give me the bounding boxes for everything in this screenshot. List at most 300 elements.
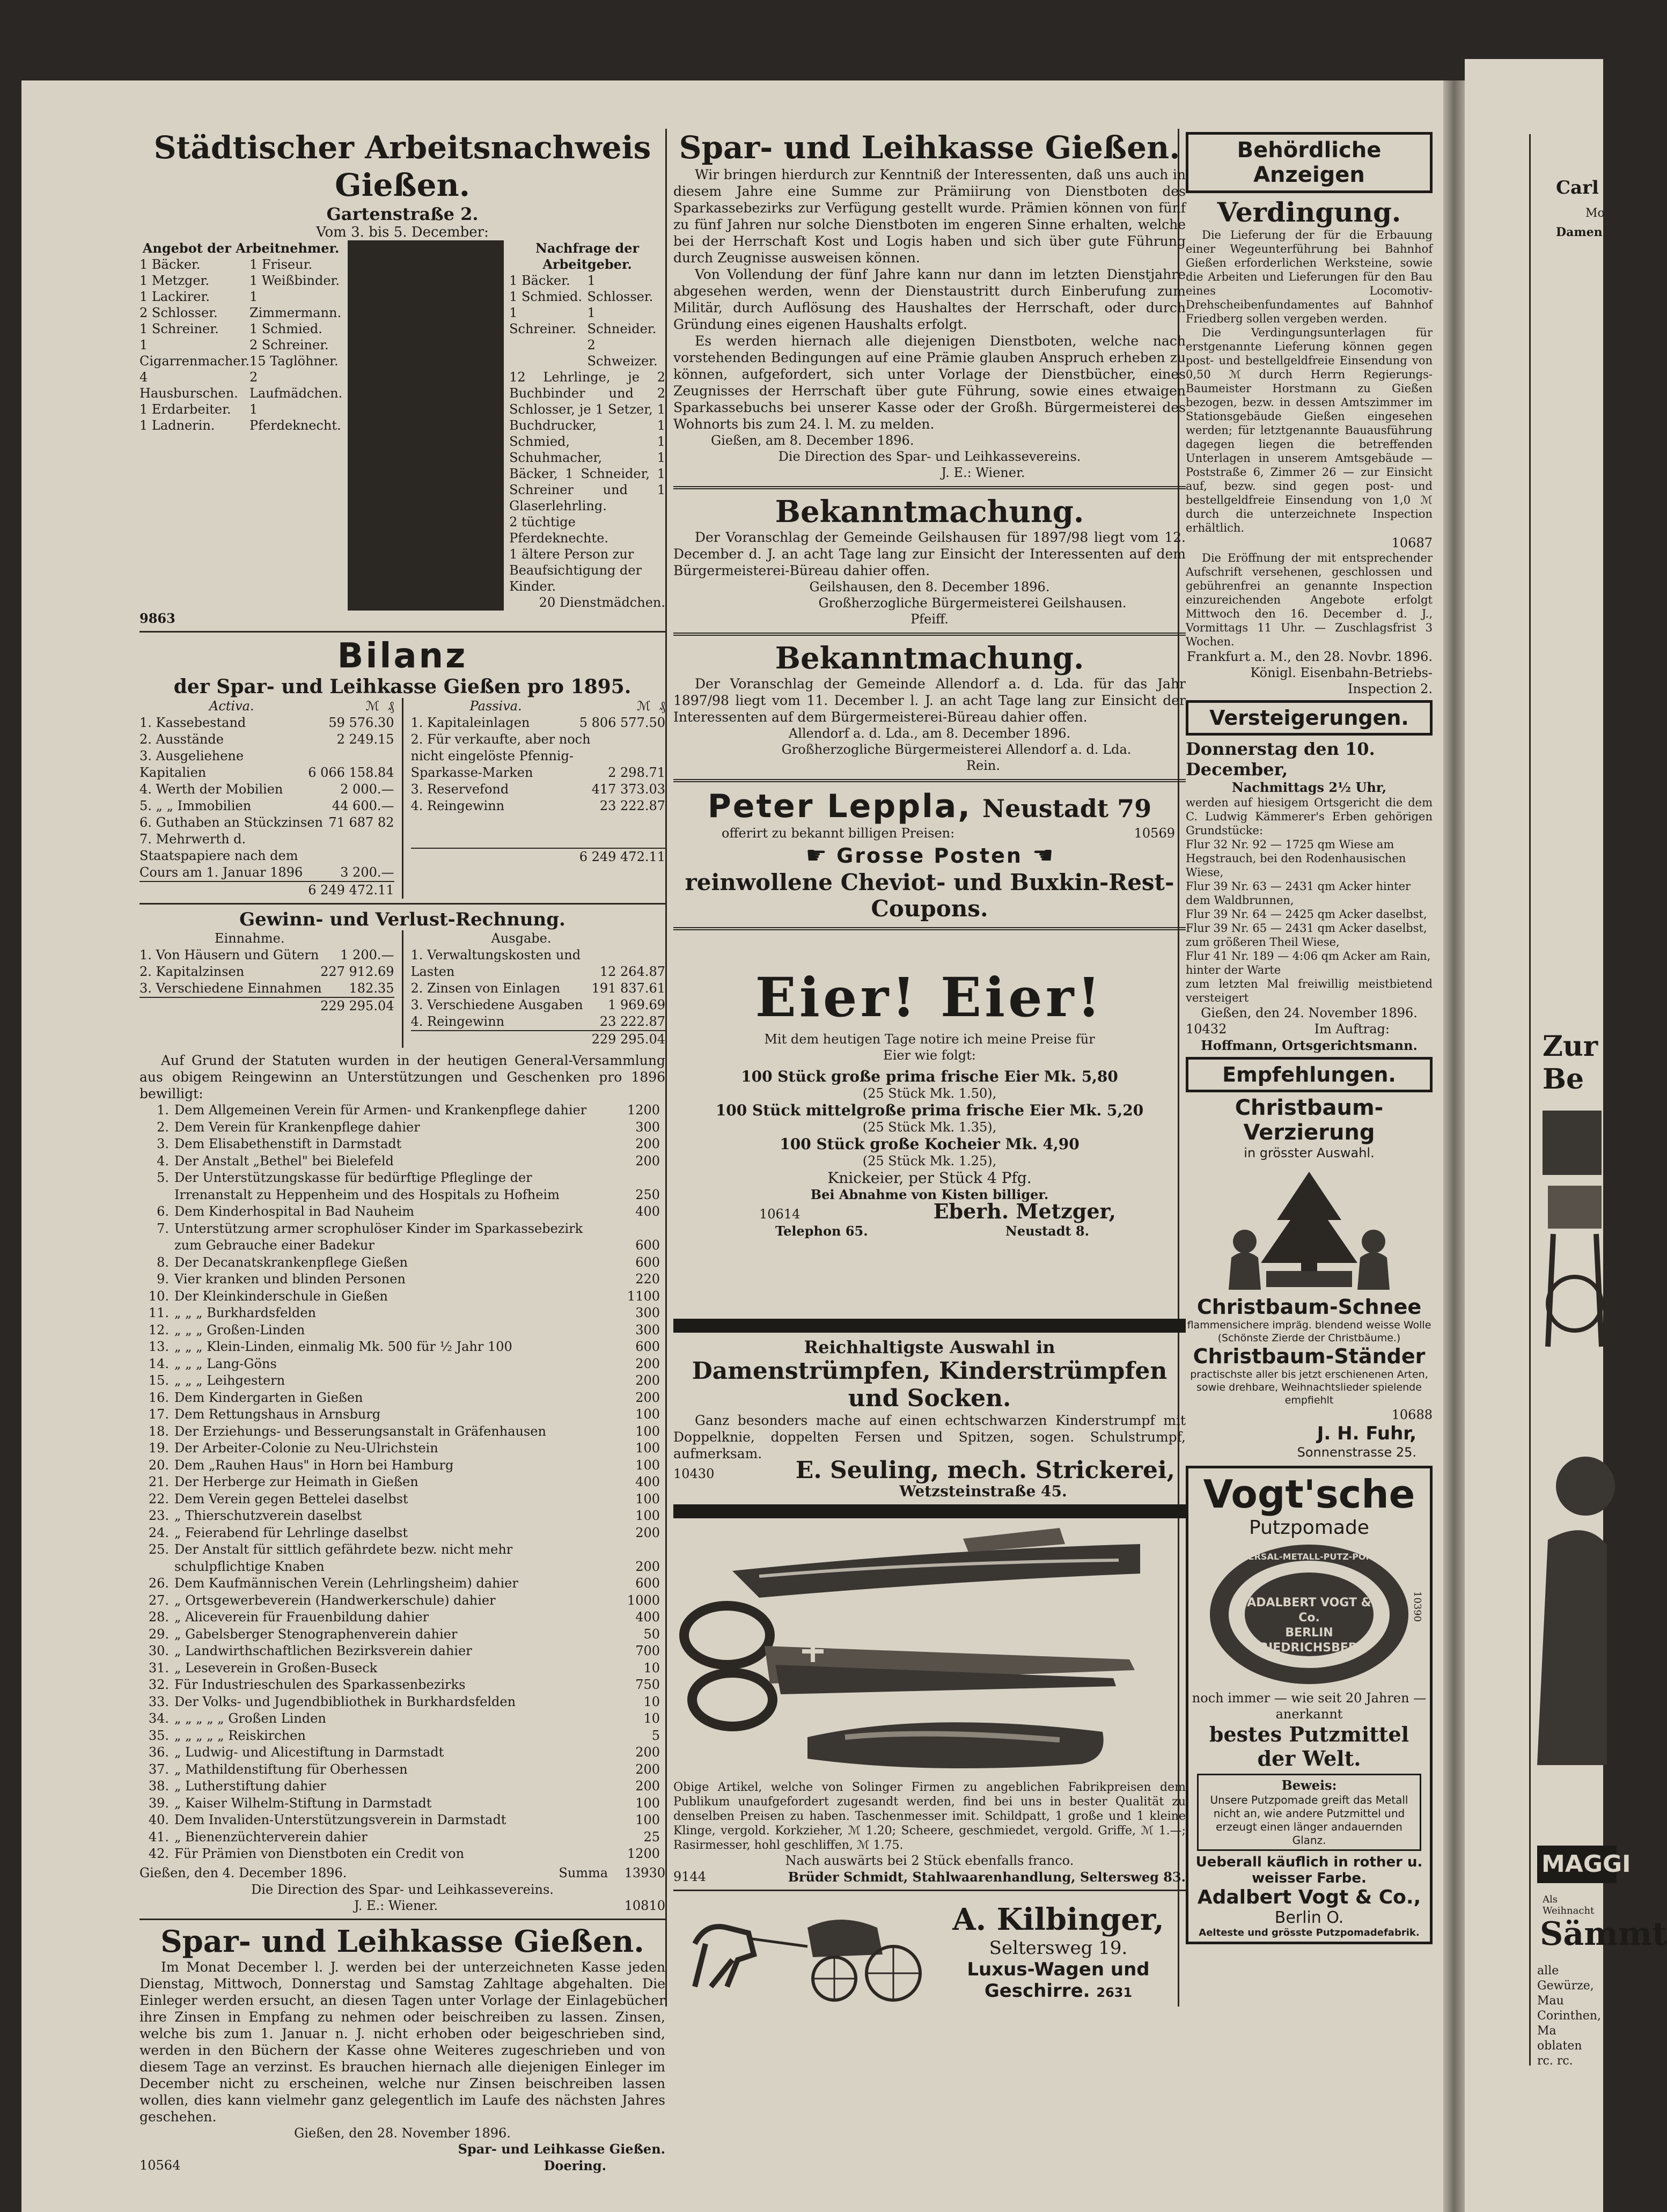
offer-head: Angebot der Arbeitnehmer. [142, 240, 340, 256]
passiva-label: Passiva. [469, 699, 522, 714]
spar2-title: Spar- und Leihkasse Gießen. [160, 1923, 644, 1959]
grant-text: „ Aliceverein für Frauenbildung dahier [174, 1610, 429, 1625]
bek2-text: Der Voranschlag der Gemeinde Allendorf a. d. Lda. für das Jahr 1897/98 liegt vom 11. December l. J. an acht Tage lang zur Einsicht der Interessenten auf dem Bürgermeisterei-Büreau dahier offen. [673, 676, 1186, 725]
row-value: 2 000.— [340, 782, 394, 797]
grant-row [139, 1728, 660, 1745]
vogt-bew: Beweis: [1281, 1777, 1337, 1793]
row-value: 417 373.03 [591, 782, 665, 797]
demand-item: 2 Schweizer. [587, 337, 658, 369]
grant-number: 25. [148, 1542, 169, 1557]
eier-phone: Telephon 65. [775, 1223, 868, 1239]
sewing-machine-illustration [1537, 1078, 1602, 1379]
row-label: 2. Ausstände [139, 732, 224, 747]
grant-value: 100 [635, 1508, 660, 1523]
expense-total: 229 295.04 [591, 1032, 665, 1047]
grant-row [139, 1305, 660, 1322]
grant-value: 600 [635, 1576, 660, 1591]
grant-value: 5 [651, 1728, 660, 1743]
christmas-tree-illustration [1186, 1161, 1433, 1295]
offer-item: 1 Bäcker. [139, 257, 201, 272]
grant-value: 200 [635, 1745, 660, 1760]
seuling-addr: Wetzsteinstraße 45. [899, 1482, 1067, 1500]
grant-row [139, 1677, 660, 1694]
leppla-goods: reinwollene Cheviot- und Buxkin-Rest-Coupons. [685, 869, 1174, 922]
grant-row [139, 1491, 660, 1508]
grant-text: „ Thierschutzverein daselbst [174, 1508, 362, 1523]
grant-value: 600 [635, 1238, 660, 1253]
grant-number: 17. [148, 1407, 169, 1422]
grant-row [139, 1626, 660, 1643]
page-gutter [1443, 80, 1465, 2212]
eier-l3s: (25 Stück Mk. 1.25), [862, 1153, 997, 1169]
grant-row [139, 1203, 660, 1221]
grant-value: 250 [635, 1187, 660, 1202]
grant-number: 6. [157, 1204, 169, 1219]
demand-head: Nachfrage der Arbeitgeber. [535, 240, 640, 272]
grant-number: 29. [148, 1626, 169, 1642]
grant-number: 22. [148, 1491, 169, 1506]
grant-number: 42. [148, 1846, 169, 1861]
bek1-signer: Pfeiff. [910, 612, 949, 627]
schmidt-text2: Nach auswärts bei 2 Stück ebenfalls franco. [785, 1853, 1074, 1868]
versteig-date: Donnerstag den 10. December, [1186, 739, 1375, 780]
demand-item: 1 Schreiner. [509, 305, 576, 336]
versteig-signer: Hoffmann, Ortsgerichtsmann. [1201, 1038, 1418, 1053]
grant-row [139, 1812, 660, 1829]
row-label: 4. Reingewinn [410, 798, 505, 813]
grant-row [139, 1457, 660, 1474]
grants-list [139, 1102, 665, 1863]
grant-text: „ „ „ „ „ Reiskirchen [174, 1728, 306, 1743]
row-value: 182.35 [349, 981, 394, 996]
offer-item: 1 Cigarrenmacher. [139, 337, 249, 369]
empf-code: 10688 [1391, 1407, 1433, 1422]
grant-row [139, 1372, 660, 1390]
grant-value: 750 [635, 1677, 660, 1692]
spar1-title: Spar- und Leihkasse Gießen. [679, 129, 1180, 166]
spar1-p1: Wir bringen hierdurch zur Kenntniß der Interessenten, daß uns auch in diesem Jahre eine Summe zur Prämiirung von Dienstboten des Sparkassebezirks zur Verfügung gestellt wurde. Prämien können von fünf zu fünf Jahren nur solche Dienstboten im engeren Sinne erhalten, welche bei der Herrschaft Kost und Logis haben und sich über gute Führung durch Zeugnisse ausweisen können. [673, 167, 1186, 266]
grant-number: 40. [148, 1812, 169, 1827]
table-row [411, 731, 666, 781]
grant-value: 100 [635, 1491, 660, 1506]
scissors-icon [684, 1606, 1135, 1726]
verdingung-date: Frankfurt a. M., den 28. Novbr. 1896. [1186, 649, 1433, 664]
activa-label: Activa. [209, 699, 254, 714]
grant-row [139, 1136, 660, 1153]
grant-text: Dem Verein gegen Bettelei daselbst [174, 1491, 408, 1506]
next-page-fragment [1465, 59, 1667, 2212]
grant-text: Der Erziehungs- und Besserungsanstalt in Gräfenhausen [174, 1423, 546, 1439]
grant-value: 100 [635, 1423, 660, 1439]
spar1-direction: Die Direction des Spar- und Leihkassevereins. [778, 449, 1081, 464]
grant-number: 32. [148, 1677, 169, 1692]
grant-row [139, 1390, 660, 1407]
row-value: 71 687 82 [328, 815, 394, 830]
column-middle [673, 129, 1186, 2008]
activa-list [139, 715, 394, 881]
grant-row [139, 1710, 660, 1728]
spar2-date: Gießen, den 28. November 1896. [294, 2125, 511, 2141]
leppla-name: Peter Leppla, [707, 788, 972, 825]
grant-number: 38. [148, 1779, 169, 1794]
versteig-auftrag: Im Auftrag: [1314, 1022, 1390, 1037]
grant-text: Der Kleinkinderschule in Gießen [174, 1288, 388, 1304]
schmidt-text: Obige Artikel, welche von Solinger Firmen zu angeblichen Fabrikpreisen dem Publikum unaufgefordert zugesandt werden, find bei uns in bester Qualität zu denselben Preisen zu haben. Taschenmesser imit. Schildpatt, 1 große und 1 kleine Klinge, vergold. Korkzieher, ℳ 1.20; Scheere, geschmiedet, vergold. Griffe, ℳ 1.—; Rasirmesser, hohl geschliffen, ℳ 1.75. [673, 1781, 1186, 1852]
versteig-items [1186, 837, 1433, 977]
offer-item: 1 Friseur. [249, 257, 313, 272]
grant-text: Dem Elisabethenstift in Darmstadt [174, 1136, 402, 1151]
pf-sign: ₰ [387, 699, 394, 714]
eier-code: 10614 [759, 1207, 801, 1222]
kilbinger-goods1: Luxus-Wagen und [967, 1959, 1150, 1980]
demand-tail2: 1 ältere Person zur Beaufsichtigung der Kinder. [509, 547, 642, 594]
arbeitsnachweis-period: Vom 3. bis 5. December: [316, 224, 489, 240]
grant-text: Unterstützung armer scrophulöser Kinder im Sparkassebezirk zum Gebrauche einer Badekur [174, 1221, 583, 1253]
income-total: 229 295.04 [320, 998, 394, 1013]
next-page-text-d: Zur Be [1543, 1030, 1598, 1096]
row-value: 1 200.— [340, 947, 394, 962]
grant-number: 37. [148, 1761, 169, 1777]
grants-sum: 13930 [624, 1865, 665, 1880]
next-page-text-g: Sämmt [1540, 1915, 1667, 1953]
grant-value: 100 [635, 1407, 660, 1422]
guv-title: Gewinn- und Verlust-Rechnung. [239, 909, 566, 930]
grant-row [139, 1609, 660, 1626]
leppla-offer: offerirt zu bekannt billigen Preisen: [722, 826, 955, 841]
schmidt-name: Brüder Schmidt, Stahlwaarenhandlung, Seltersweg 83. [788, 1869, 1186, 1885]
eier-l1: 100 Stück große prima frische Eier Mk. 5,80 [741, 1068, 1118, 1085]
grant-row [139, 1423, 660, 1441]
vogt-code: 10390 [1411, 1591, 1423, 1622]
grants-code: 10810 [624, 1898, 665, 1913]
row-label: 4. Reingewinn [410, 1014, 505, 1029]
row-label: 1. Kapitaleinlagen [410, 715, 530, 730]
spar1-p2: Von Vollendung der fünf Jahre kann nur dann im letzten Dienstjahre abgesehen werden, wenn der Dienstaustritt durch Einberufung zum Militär, durch Auflösung des Haushaltes der Herrschaft, oder durch Gründung eines eigenen Haushalts erfolgt. [673, 267, 1186, 332]
row-value: 23 222.87 [599, 798, 665, 813]
grant-text: Für Prämien von Dienstboten ein Credit von [174, 1846, 465, 1861]
grant-text: „ „ „ Leihgestern [174, 1373, 285, 1388]
vogt-l2: bestes Putzmittel der Welt. [1209, 1722, 1409, 1770]
row-label: 4. Werth der Mobilien [139, 782, 283, 797]
versteig-time: Nachmittags 2½ Uhr, [1231, 780, 1387, 795]
grant-text: Der Herberge zur Heimath in Gießen [174, 1474, 418, 1489]
row-label: 1. Von Häusern und Gütern [139, 947, 319, 962]
grant-row [139, 1829, 660, 1846]
vogt-bew-text: Unsere Putzpomade greift das Metall nicht an, wie andere Putzmittel und erzeugt einen länger andauernden Glanz. [1210, 1794, 1408, 1847]
vogt-ring: UNIVERSAL-METALL-PUTZ-POMADE [1224, 1552, 1394, 1562]
demand-text: 12 Lehrlinge, je 2 Buchbinder und 2 Schlosser, je 1 Setzer, 1 Buchdrucker, 1 Schmied, 1 Schuhmacher, 1 Bäcker, 1 Schneider, 1 Schreiner und 1 Glaserlehrling. [509, 370, 665, 513]
demand-item: 1 Schlosser. [587, 273, 653, 304]
grant-value: 200 [635, 1153, 660, 1169]
grant-text: Dem Kinderhospital in Bad Nauheim [174, 1204, 415, 1219]
grant-row [139, 1778, 660, 1795]
vogt-label3: FRIEDRICHSBERG [1251, 1641, 1367, 1655]
grant-text: „ Leseverein in Großen-Buseck [174, 1660, 378, 1675]
bek1-date: Geilshausen, den 8. December 1896. [809, 579, 1050, 594]
arbeitsnachweis-code: 9863 [139, 611, 175, 626]
arbeitsnachweis-title: Städtischer Arbeitsnachweis Gießen. [153, 129, 651, 203]
grant-value: 400 [635, 1474, 660, 1489]
empf-title: Christbaum-Verzierung [1235, 1096, 1384, 1145]
row-value: 12 264.87 [599, 964, 665, 979]
grant-row [139, 1406, 660, 1423]
grant-row [139, 1170, 660, 1203]
grant-value: 100 [635, 1812, 660, 1827]
table-row [139, 964, 394, 980]
spar2-sig2: Doering. [544, 2157, 606, 2173]
table-row [411, 997, 666, 1013]
table-row [139, 748, 394, 781]
demand-tail: 2 tüchtige Pferdeknechte. [509, 515, 608, 546]
grant-number: 5. [157, 1170, 169, 1185]
grant-value: 700 [635, 1643, 660, 1658]
grant-number: 21. [148, 1474, 169, 1489]
grants-place-date: Gießen, den 4. December 1896. [139, 1865, 347, 1880]
grant-value: 100 [635, 1441, 660, 1456]
grant-value: 100 [635, 1795, 660, 1811]
grant-number: 1. [157, 1103, 169, 1118]
row-label: 3. Verschiedene Einnahmen [139, 981, 322, 996]
grant-row [139, 1795, 660, 1812]
table-row [139, 731, 394, 748]
pocketknife-icon [807, 1722, 1104, 1768]
grant-row [139, 1541, 660, 1575]
table-row [411, 798, 666, 814]
demand-list-a [509, 273, 587, 369]
grant-value: 200 [635, 1779, 660, 1794]
row-label: 3. Reservefond [410, 782, 509, 797]
row-label: 2. Kapitalzinsen [139, 964, 245, 979]
grant-number: 4. [157, 1153, 169, 1169]
grant-value: 220 [635, 1272, 660, 1287]
next-page-text-h: alle Gewürze, Mau Corinthen, Ma oblaten rc. rc. [1537, 1964, 1601, 2068]
next-page-text-b: Mo [1585, 207, 1605, 220]
spar1-p3: Es werden hiernach alle diejenigen Dienstboten, welche nach vorstehenden Bedingungen auf eine Prämie glauben Anspruch erheben zu können, aufgefordert, sich unter Vorlage der Dienstbücher, eines Zeugnisses der Herrschaft über gute Führung, sowie eines etwaigen Sparkassebuchs bei unserer Kasse oder der Großh. Bürgermeisterei des Wohnorts bis zum 24. l. M. zu melden. [673, 333, 1186, 432]
versteig-code: 10432 [1186, 1022, 1227, 1037]
grant-value: 200 [635, 1761, 660, 1777]
grant-row [139, 1643, 660, 1660]
empf-schnee: Christbaum-Schnee [1196, 1295, 1422, 1319]
offer-list-a [139, 256, 249, 433]
column-right [1186, 129, 1433, 1944]
bilanz-table [139, 698, 665, 899]
grant-row [139, 1761, 660, 1779]
grant-value: 400 [635, 1204, 660, 1219]
grant-number: 35. [148, 1728, 169, 1743]
black-rule [673, 1504, 1186, 1518]
leppla-code: 10569 [1134, 826, 1175, 841]
schmidt-code: 9144 [673, 1869, 707, 1884]
offer-item: 1 Weißbinder. [249, 273, 340, 288]
guv-table [139, 930, 665, 1048]
next-page-text-f: Als Weihnacht [1543, 1894, 1595, 1916]
grant-number: 34. [148, 1711, 169, 1726]
row-value: 5 806 577.50 [579, 715, 665, 730]
row-value: 3 200.— [340, 865, 394, 880]
grant-text: „ Mathildenstiftung für Oberhessen [174, 1761, 408, 1777]
mark-sign: ℳ [637, 699, 651, 714]
mark-sign: ℳ [365, 699, 380, 714]
bek2-title: Bekanntmachung. [775, 641, 1084, 676]
grant-value: 200 [635, 1525, 660, 1540]
grant-row [139, 1356, 660, 1373]
grant-row [139, 1254, 660, 1272]
offer-item: 2 Laufmädchen. [249, 370, 343, 401]
verdingung-text2: Die Verdingungsunterlagen für erstgenannte Lieferung können gegen post- und bestellgeldfreie Einsendung von 0,50 ℳ durch Herrn Regierungs-Baumeister Horstmann zu Gießen bezogen, bezw. in dessen Amtszimmer im Stationsgebäude Gießen eingesehen werden; für letztgenannte Bauausführung dagegen liegen die betreffenden Unterlagen in unserem Amtsgebäude — Poststraße 6, Zimmer 26 — zur Einsicht auf, bezw. sind gegen post- und bestellgeldfreie Einsendung von 1,0 ℳ durch die unterzeichnete Inspection erhältlich. [1186, 326, 1433, 534]
spar2-sig1: Spar- und Leihkasse Gießen. [458, 2141, 665, 2157]
kilbinger-goods2: Geschirre. [984, 1980, 1090, 2002]
grant-text: „ „ „ Lang-Göns [174, 1356, 277, 1371]
vogt-label2: BERLIN [1285, 1626, 1333, 1640]
grant-text: Dem Invaliden-Unterstützungsverein in Darmstadt [174, 1812, 506, 1827]
grant-value: 1100 [627, 1288, 660, 1304]
demand-item: 1 Schneider. [587, 305, 657, 336]
grant-value: 300 [635, 1305, 660, 1320]
row-value: 59 576.30 [328, 715, 394, 730]
grant-text: Der Volks- und Jugendbibliothek in Burkhardsfelden [174, 1694, 516, 1709]
eier-l5: Bei Abnahme von Kisten billiger. [810, 1187, 1049, 1202]
offer-item: 1 Metzger. [139, 273, 209, 288]
grant-value: 400 [635, 1610, 660, 1625]
bek2-signer: Rein. [966, 758, 1001, 773]
grant-value: 10 [643, 1660, 660, 1675]
row-label: 5. „ „ Immobilien [139, 798, 252, 813]
table-row [139, 831, 394, 881]
vogt-city: Berlin O. [1274, 1908, 1344, 1927]
grant-text: „ Ortsgewerbeverein (Handwerkerschule) dahier [174, 1592, 496, 1608]
grant-value: 200 [635, 1373, 660, 1388]
grant-row [139, 1575, 660, 1592]
eier-l3: 100 Stück große Kocheier Mk. 4,90 [780, 1135, 1079, 1153]
versteig-item: Flur 32 Nr. 92 — 1725 qm Wiese am Hegstrauch, bei den Rodenhausischen Wiese, [1186, 838, 1406, 879]
kilbinger-addr: Seltersweg 19. [989, 1937, 1128, 1959]
arbeitsnachweis-table [139, 240, 665, 611]
pf-sign: ₰ [659, 699, 665, 714]
table-row [139, 814, 394, 831]
behoerd-box: Behördliche Anzeigen [1186, 132, 1433, 193]
vogt-buy: Ueberall käuflich in rother u. weisser Farbe. [1195, 1854, 1423, 1886]
offer-item: 15 Taglöhner. [249, 354, 339, 369]
seuling-goods: Damenstrümpfen, Kinderstrümpfen und Socken. [692, 1357, 1167, 1412]
grant-text: „ „ „ Burkhardsfelden [174, 1305, 316, 1320]
versteig-place: Gießen, den 24. November 1896. [1201, 1005, 1418, 1020]
row-label: 6. Guthaben an Stückzinsen [139, 815, 323, 830]
empf-staender-text: practischste aller bis jetzt erschienenen Arten, sowie drehbare, Weihnachtslieder spielende empfiehlt [1190, 1369, 1428, 1406]
table-row [139, 715, 394, 731]
grant-number: 2. [157, 1119, 169, 1135]
row-value: 6 066 158.84 [308, 765, 394, 780]
verdingung-title: Verdingung. [1217, 196, 1401, 228]
eier-l4: Knickeier, per Stück 4 Pfg. [827, 1169, 1032, 1187]
table-row [411, 781, 666, 798]
grant-text: Der Anstalt „Bethel" bei Bielefeld [174, 1153, 394, 1169]
offer-item: 4 Hausburschen. [139, 370, 238, 401]
empf-sub: in grösster Auswahl. [1244, 1145, 1375, 1160]
grant-text: Der Unterstützungskasse für bedürftige Pfleglinge der Irrenanstalt zu Heppenheim und des Hospitals zu Hofheim [174, 1170, 560, 1202]
grant-text: Für Industrieschulen des Sparkassenbezirks [174, 1677, 466, 1692]
eier-addr: Neustadt 8. [1005, 1223, 1089, 1239]
row-label: 3. Ausgeliehene Kapitalien [139, 748, 244, 780]
grant-row [139, 1660, 660, 1677]
grant-row [139, 1592, 660, 1610]
row-value: 2 249.15 [336, 732, 394, 747]
bek1-text: Der Voranschlag der Gemeinde Geilshausen für 1897/98 liegt vom 12. December d. J. an acht Tage lang zur Einsicht der Interessenten auf dem Bürgermeisterei-Büreau dahier offen. [673, 530, 1186, 578]
next-page-text-e: MAGGI [1537, 1846, 1617, 1883]
grant-text: „ „ „ Klein-Linden, einmalig Mk. 500 für ½ Jahr 100 [174, 1339, 512, 1354]
bek1-office: Großherzogliche Bürgermeisterei Geilshausen. [818, 596, 1127, 611]
grant-text: Der Anstalt für sittlich gefährdete bezw. nicht mehr schulpflichtige Knaben [174, 1542, 513, 1574]
spar1-date: Gießen, am 8. December 1896. [711, 433, 914, 448]
grant-value: 200 [635, 1390, 660, 1405]
grant-row [139, 1119, 660, 1136]
passiva-total: 6 249 472.11 [579, 849, 665, 864]
verdingung-text: Die Lieferung der für die Erbauung einer Wegeunterführung bei Bahnhof Gießen erforderlichen Werksteine, sowie die Arbeiten und Lieferungen für den Bau eines Locomotiv-Drehscheibenfundamentes auf Bahnhof Friedberg sollen vergeben werden. [1186, 229, 1433, 325]
grant-text: Dem „Rauhen Haus" in Horn bei Hamburg [174, 1457, 454, 1473]
seuling-name: E. Seuling, mech. Strickerei, [795, 1457, 1175, 1484]
black-rule [673, 1319, 1186, 1333]
grant-text: „ Lutherstiftung dahier [174, 1779, 326, 1794]
grant-number: 24. [148, 1525, 169, 1540]
empf-name: J. H. Fuhr, [1317, 1423, 1416, 1444]
grant-value: 100 [635, 1457, 660, 1473]
grant-row [139, 1525, 660, 1542]
grant-number: 31. [148, 1660, 169, 1675]
grant-value: 200 [635, 1356, 660, 1371]
grant-row [139, 1744, 660, 1761]
next-page-text-c: Damen [1556, 225, 1603, 239]
eier-l2s: (25 Stück Mk. 1.35), [862, 1120, 997, 1135]
cutlery-illustration [673, 1523, 1186, 1780]
versteig-text: werden auf hiesigem Ortsgericht die dem C. Ludwig Kämmerer's Erben gehörigen Grundstücke: [1186, 796, 1433, 837]
grant-row [139, 1694, 660, 1711]
grant-value: 200 [635, 1559, 660, 1574]
verdingung-code: 10687 [1391, 535, 1433, 550]
bek1-title: Bekanntmachung. [775, 494, 1084, 530]
grant-number: 39. [148, 1795, 169, 1811]
eier-intro: Mit dem heutigen Tage notire ich meine Preise für Eier wie folgt: [764, 1032, 1095, 1063]
row-value: 191 837.61 [591, 981, 665, 996]
grant-number: 27. [148, 1592, 169, 1608]
bilanz-title: Bilanz [337, 636, 468, 676]
grant-row [139, 1474, 660, 1491]
grant-value: 1000 [627, 1592, 660, 1608]
grant-row [139, 1153, 660, 1170]
offer-item: 2 Schlosser. [139, 305, 218, 320]
table-row [411, 980, 666, 997]
grant-number: 12. [148, 1322, 169, 1338]
demand-item: 1 Bäcker. [509, 273, 570, 288]
income-list [139, 947, 394, 997]
grant-value: 1200 [627, 1103, 660, 1118]
vogt-title: Vogt'sche [1203, 1472, 1415, 1517]
column-left [139, 129, 665, 2174]
versteig-item: Flur 41 Nr. 189 — 4:06 qm Acker am Rain, hinter der Warte [1186, 950, 1431, 976]
grants-signer: J. E.: Wiener. [354, 1898, 438, 1913]
spar2-text: Im Monat December l. J. werden bei der unterzeichneten Kasse jeden Dienstag, Mittwoch, Donnerstag und Samstag Zahltage abgehalten. Die Einleger werden ersucht, an diesen Tagen unter Vorlage der Einlagebücher ihre Zinsen in Empfang zu nehmen oder beischreiben zu lassen. Zinsen, welche bis zum 1. Januar n. J. nicht erhoben oder beigeschrieben sind, werden in den Büchern der Kasse ohne Weiteres zugeschrieben und von diesem Tage an verzinst. Es brauchen hiernach alle diejenigen Einleger im December nicht zu erscheinen, welche nur Zinsen beischreiben lassen wollen, dies kann vielmehr ganz gelegentlich im Laufe des nächsten Jahres geschehen. [139, 1959, 665, 2125]
grant-text: „ Landwirthschaftlichen Bezirksverein dahier [174, 1643, 472, 1658]
demand-tail3: 20 Dienstmädchen. [539, 595, 665, 610]
table-row [411, 947, 666, 980]
grant-number: 15. [148, 1373, 169, 1388]
grant-text: „ „ „ „ „ Großen Linden [174, 1711, 326, 1726]
bilanz-subtitle: der Spar- und Leihkasse Gießen pro 1895. [173, 675, 631, 698]
empf-box: Empfehlungen. [1186, 1057, 1433, 1092]
table-row [139, 781, 394, 798]
grant-text: Der Decanatskrankenpflege Gießen [174, 1254, 408, 1270]
expense-label: Ausgabe. [491, 931, 552, 946]
vogt-firm: Adalbert Vogt & Co., [1197, 1886, 1421, 1908]
seuling-top: Reichhaltigste Auswahl in [804, 1337, 1055, 1357]
